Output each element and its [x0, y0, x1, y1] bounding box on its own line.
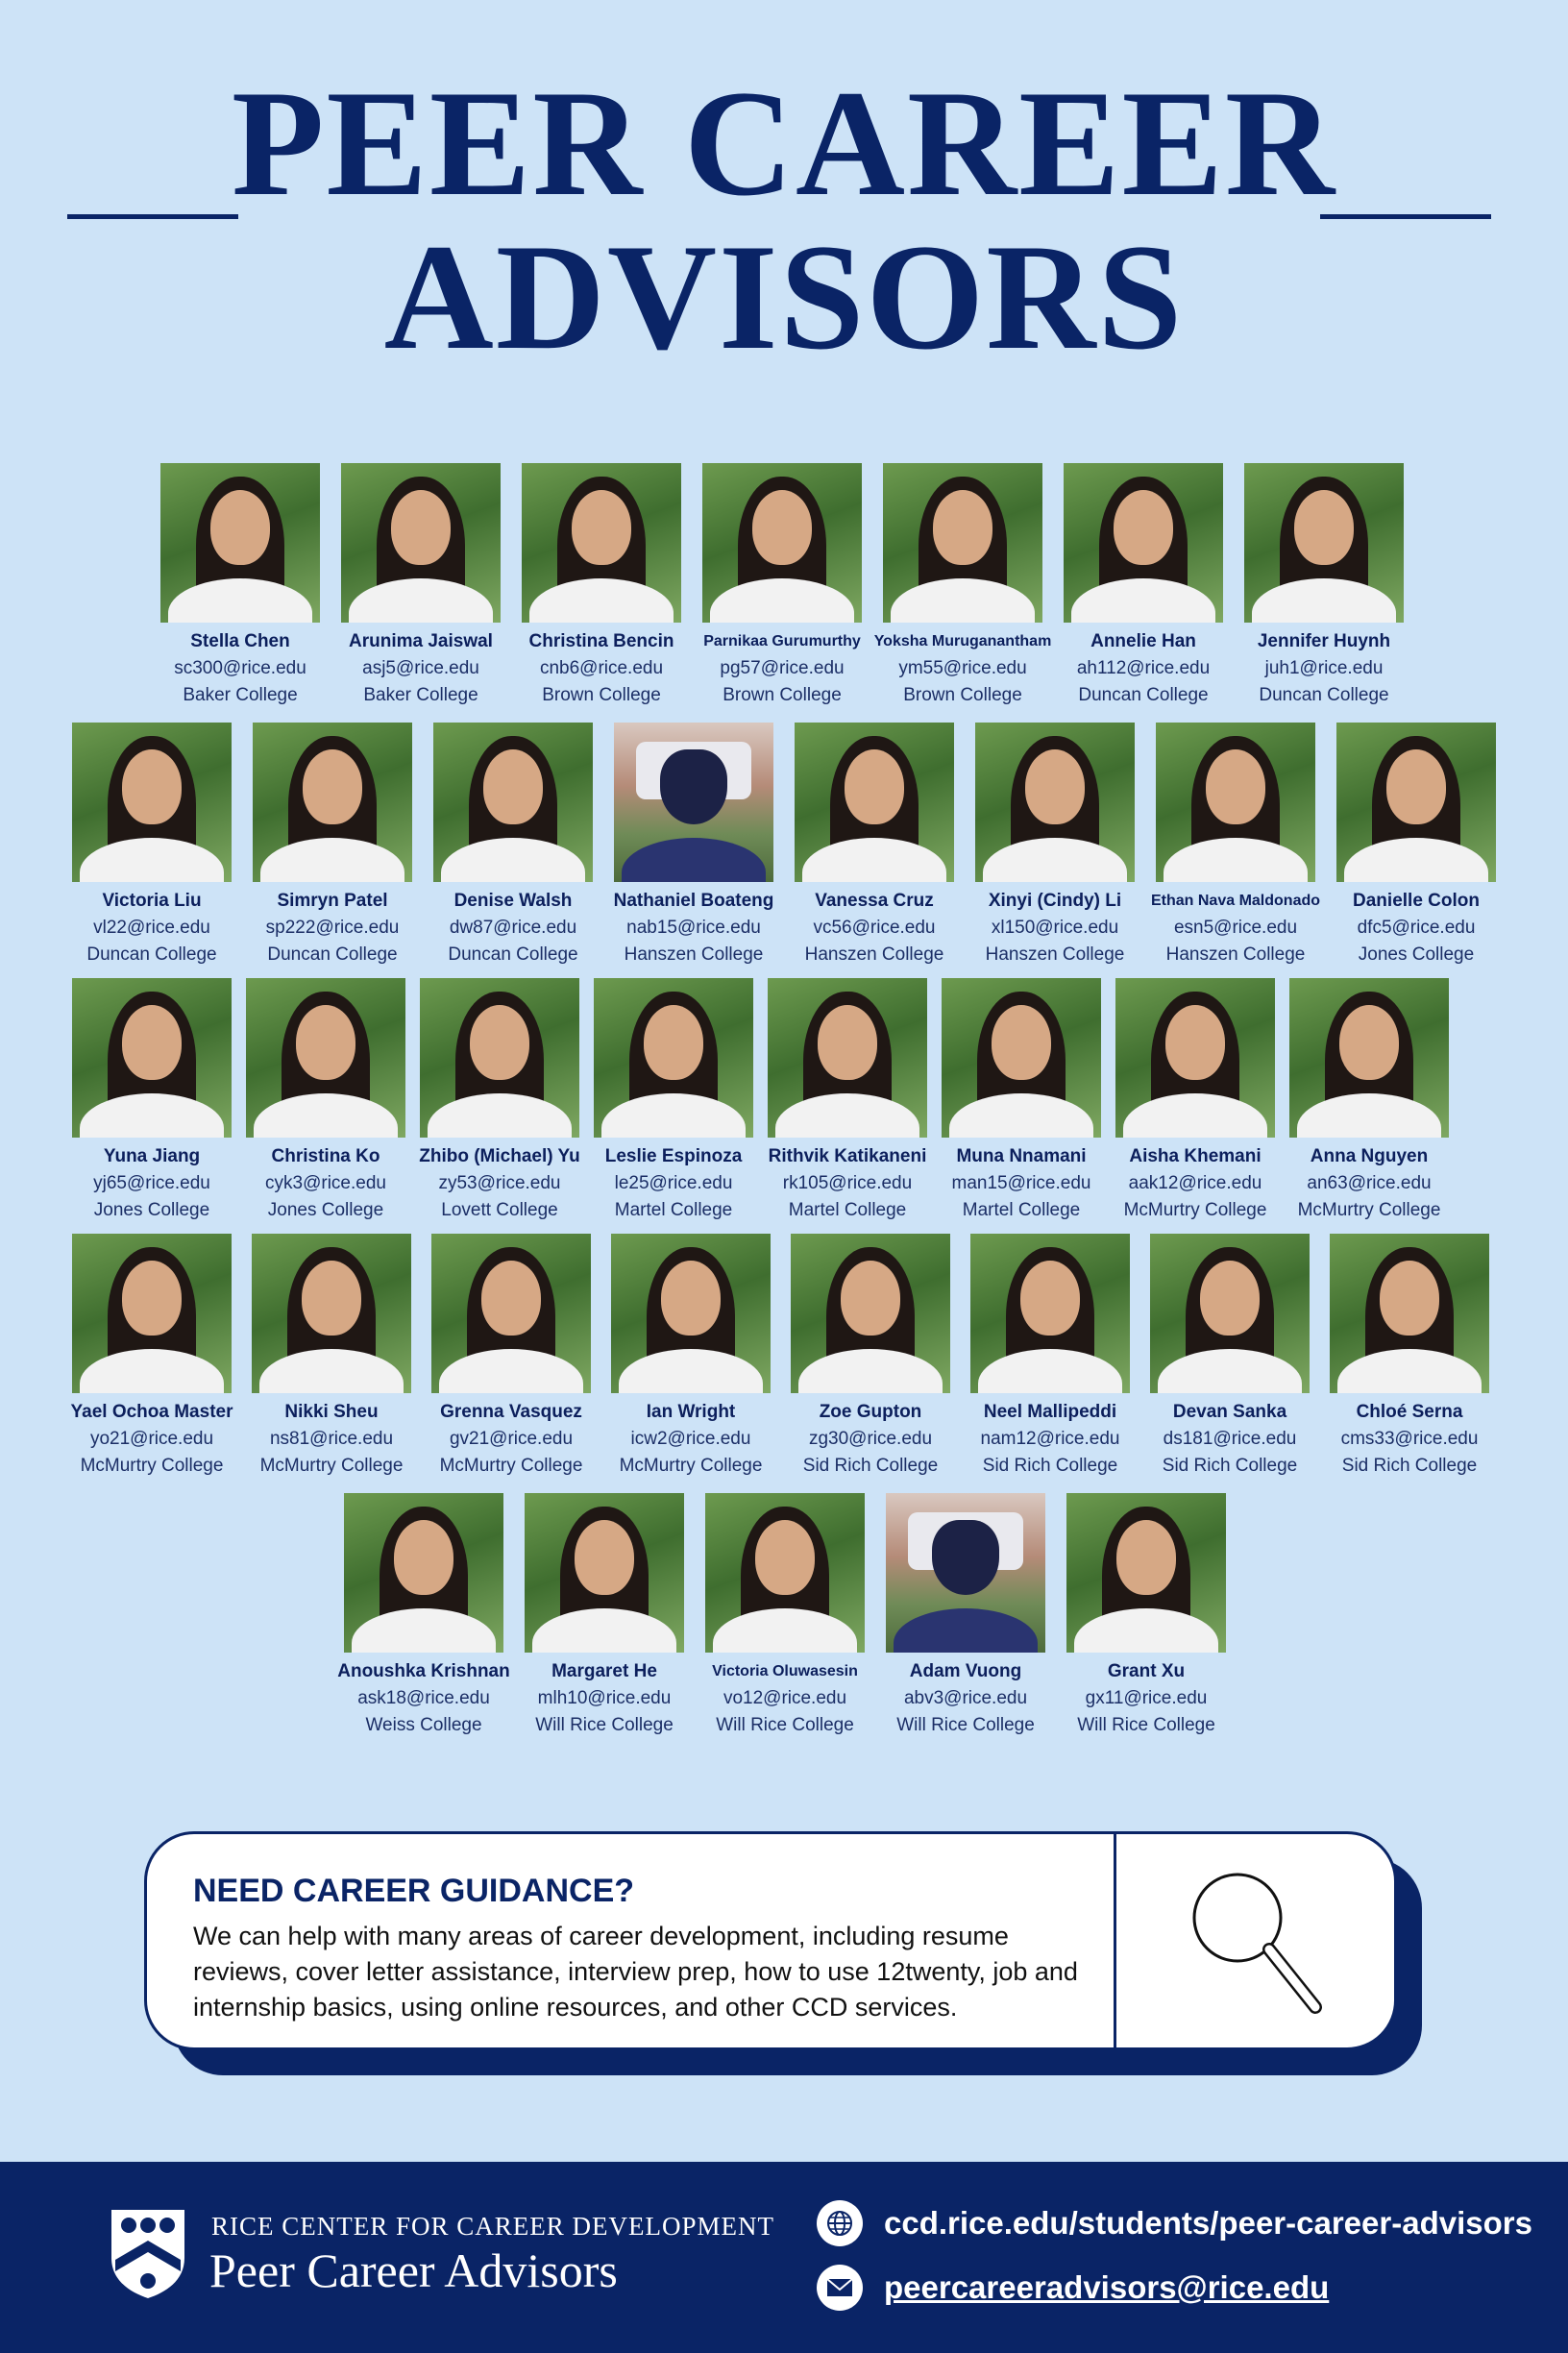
advisor-email[interactable]: vl22@rice.edu — [93, 918, 210, 938]
advisor-email[interactable]: yo21@rice.edu — [89, 1429, 214, 1449]
advisor-college: Duncan College — [448, 944, 578, 965]
advisor-email[interactable]: gv21@rice.edu — [449, 1429, 574, 1449]
advisor-name: Yael Ochoa Master — [70, 1402, 233, 1422]
advisor-email[interactable]: xl150@rice.edu — [991, 918, 1119, 938]
advisor-name: Stella Chen — [190, 631, 290, 651]
advisor-name: Ian Wright — [646, 1402, 736, 1422]
callout-body: We can help with many areas of career development, including resume reviews, cover letter assistance, interview prep, how to use 12twenty, job and internship basics, using online resources, and other CCD services. — [193, 1922, 1078, 2022]
advisor-email[interactable]: pg57@rice.edu — [720, 658, 845, 678]
advisor-row — [0, 723, 1568, 982]
advisor-photo — [614, 723, 773, 882]
advisor-photo — [1330, 1234, 1489, 1393]
advisor-photo — [1150, 1234, 1310, 1393]
advisor-college: Hanszen College — [804, 944, 944, 965]
advisor-college: McMurtry College — [619, 1456, 763, 1476]
advisor-name: Annelie Han — [1090, 631, 1196, 651]
advisor-email[interactable]: dfc5@rice.edu — [1357, 918, 1476, 938]
advisor-name: Victoria Oluwasesin — [712, 1663, 858, 1679]
advisor-card — [1056, 1493, 1237, 1739]
advisor-card — [600, 1234, 781, 1480]
advisor-college: Sid Rich College — [802, 1456, 939, 1476]
advisor-photo — [791, 1234, 950, 1393]
advisor-card — [695, 1493, 875, 1739]
advisor-college: Duncan College — [1259, 685, 1389, 705]
advisor-card — [61, 1234, 242, 1480]
callout-heading: NEED CAREER GUIDANCE? — [193, 1873, 635, 1909]
advisor-photo — [886, 1493, 1045, 1653]
advisor-card — [875, 1493, 1056, 1739]
advisor-name: Denise Walsh — [453, 891, 573, 911]
advisor-name: Rithvik Katikaneni — [768, 1146, 927, 1166]
footer — [0, 2162, 1568, 2353]
advisor-photo — [1064, 463, 1223, 623]
advisor-photo — [795, 723, 954, 882]
advisor-card — [960, 1234, 1140, 1480]
advisor-name: Parnikaa Gurumurthy — [703, 633, 861, 650]
advisor-name: Muna Nnamani — [956, 1146, 1087, 1166]
advisor-card — [150, 463, 331, 709]
advisor-college: McMurtry College — [259, 1456, 404, 1476]
advisor-card — [235, 978, 416, 1224]
advisor-photo — [252, 1234, 411, 1393]
advisor-name: Leslie Espinoza — [604, 1146, 743, 1166]
advisor-photo — [768, 978, 927, 1138]
advisor-email[interactable]: gx11@rice.edu — [1085, 1688, 1208, 1708]
advisor-email[interactable]: yj65@rice.edu — [93, 1173, 210, 1193]
page-title-line-2: ADVISORS — [383, 213, 1185, 381]
advisor-email[interactable]: rk105@rice.edu — [782, 1173, 913, 1193]
advisor-email[interactable]: man15@rice.edu — [951, 1173, 1091, 1193]
advisor-card — [1145, 723, 1326, 968]
advisor-card — [421, 1234, 601, 1480]
advisor-college: Jones College — [1358, 944, 1475, 965]
advisor-college: Brown College — [542, 685, 661, 705]
advisor-name: Grant Xu — [1107, 1661, 1186, 1681]
advisor-email[interactable]: cyk3@rice.edu — [265, 1173, 386, 1193]
advisor-photo — [253, 723, 412, 882]
advisor-email[interactable]: ns81@rice.edu — [269, 1429, 394, 1449]
advisor-card — [780, 1234, 961, 1480]
advisor-card — [692, 463, 872, 709]
advisor-photo — [942, 978, 1101, 1138]
advisor-card — [1053, 463, 1234, 709]
advisor-name: Vanessa Cruz — [815, 891, 934, 911]
advisor-email[interactable]: cnb6@rice.edu — [539, 658, 664, 678]
advisor-college: Sid Rich College — [1162, 1456, 1298, 1476]
advisor-email[interactable]: le25@rice.edu — [614, 1173, 733, 1193]
advisor-photo — [522, 463, 681, 623]
advisor-college: Weiss College — [365, 1715, 482, 1735]
advisor-email[interactable]: vc56@rice.edu — [813, 918, 936, 938]
advisor-card — [784, 723, 965, 968]
advisor-name: Danielle Colon — [1353, 891, 1480, 911]
email-link[interactable] — [817, 2265, 1329, 2311]
advisor-email[interactable]: sc300@rice.edu — [174, 658, 306, 678]
advisor-name: Yoksha Muruganantham — [873, 633, 1052, 650]
advisor-card — [931, 978, 1112, 1224]
advisor-college: Hanszen College — [985, 944, 1125, 965]
advisor-card — [241, 1234, 422, 1480]
advisor-college: Duncan College — [1078, 685, 1209, 705]
advisor-card — [965, 723, 1145, 968]
advisor-name: Adam Vuong — [909, 1661, 1022, 1681]
advisor-card — [511, 463, 692, 709]
advisor-college: Will Rice College — [1077, 1715, 1215, 1735]
advisor-card — [757, 978, 938, 1224]
advisor-name: Anna Nguyen — [1310, 1146, 1429, 1166]
advisor-college: Sid Rich College — [982, 1456, 1118, 1476]
advisor-college: McMurtry College — [439, 1456, 583, 1476]
advisor-college: McMurtry College — [80, 1456, 224, 1476]
advisor-email[interactable]: ask18@rice.edu — [357, 1688, 490, 1708]
advisor-card — [514, 1493, 695, 1739]
advisor-college: Martel College — [788, 1200, 907, 1220]
advisor-card — [333, 1493, 514, 1739]
advisor-college: Martel College — [962, 1200, 1081, 1220]
advisor-card — [409, 978, 590, 1224]
advisor-email[interactable]: abv3@rice.edu — [903, 1688, 1028, 1708]
advisor-college: Sid Rich College — [1341, 1456, 1478, 1476]
advisor-college: Will Rice College — [896, 1715, 1035, 1735]
advisor-name: Devan Sanka — [1172, 1402, 1287, 1422]
advisor-name: Margaret He — [551, 1661, 657, 1681]
career-guidance-callout — [144, 1831, 1397, 2050]
advisor-card — [1234, 463, 1414, 709]
advisor-photo — [160, 463, 320, 623]
footer-title: Peer Career Advisors — [209, 2243, 618, 2297]
advisor-photo — [1244, 463, 1404, 623]
advisor-row — [0, 978, 1568, 1238]
callout-divider — [1114, 1834, 1116, 2047]
advisor-email[interactable]: zg30@rice.edu — [808, 1429, 933, 1449]
page-title — [0, 60, 1568, 381]
advisor-photo — [1156, 723, 1315, 882]
advisor-photo — [702, 463, 862, 623]
advisor-name: Arunima Jaiswal — [349, 631, 493, 651]
advisor-email[interactable]: dw87@rice.edu — [449, 918, 577, 938]
advisor-email[interactable]: ah112@rice.edu — [1076, 658, 1211, 678]
advisor-photo — [970, 1234, 1130, 1393]
advisor-name: Nathaniel Boateng — [613, 891, 774, 911]
advisor-college: Martel College — [614, 1200, 733, 1220]
advisor-name: Zhibo (Michael) Yu — [419, 1146, 580, 1166]
advisor-name: Xinyi (Cindy) Li — [988, 891, 1122, 911]
advisor-email[interactable]: zy53@rice.edu — [438, 1173, 561, 1193]
advisor-college: Will Rice College — [716, 1715, 854, 1735]
advisor-photo — [246, 978, 405, 1138]
advisor-photo — [611, 1234, 771, 1393]
email-address[interactable]: peercareeradvisors@rice.edu — [884, 2269, 1330, 2305]
advisor-card — [1326, 723, 1507, 968]
advisor-photo — [594, 978, 753, 1138]
advisor-photo — [433, 723, 593, 882]
footer-org-name: RICE CENTER FOR CAREER DEVELOPMENT — [211, 2212, 775, 2241]
globe-icon — [817, 2200, 863, 2246]
website-link[interactable] — [817, 2200, 1532, 2246]
website-url[interactable]: ccd.rice.edu/students/peer-career-advisors — [884, 2205, 1532, 2241]
advisor-photo — [72, 978, 232, 1138]
advisor-college: McMurtry College — [1297, 1200, 1441, 1220]
advisor-row — [0, 1493, 1568, 1752]
advisor-card — [603, 723, 784, 968]
advisor-photo — [525, 1493, 684, 1653]
advisor-college: Brown College — [903, 685, 1022, 705]
advisor-photo — [72, 723, 232, 882]
advisor-email[interactable]: juh1@rice.edu — [1264, 658, 1384, 678]
advisor-name: Neel Mallipeddi — [983, 1402, 1117, 1422]
advisor-email[interactable]: vo12@rice.edu — [723, 1688, 847, 1708]
advisor-email[interactable]: ym55@rice.edu — [898, 658, 1027, 678]
advisor-card — [61, 723, 242, 968]
advisor-photo — [1115, 978, 1275, 1138]
advisor-name: Yuna Jiang — [103, 1146, 201, 1166]
advisor-college: Brown College — [723, 685, 842, 705]
rice-owl-shield-icon — [108, 2204, 188, 2300]
advisor-college: Hanszen College — [624, 944, 764, 965]
advisor-name: Ethan Nava Maldonado — [1150, 893, 1321, 909]
advisor-name: Zoe Gupton — [819, 1402, 922, 1422]
advisor-college: Duncan College — [267, 944, 398, 965]
advisor-photo — [1289, 978, 1449, 1138]
advisor-college: Baker College — [363, 685, 478, 705]
advisor-photo — [420, 978, 579, 1138]
advisor-photo — [431, 1234, 591, 1393]
advisor-card — [1139, 1234, 1320, 1480]
advisor-college: Will Rice College — [535, 1715, 674, 1735]
advisor-photo — [344, 1493, 503, 1653]
advisor-card — [872, 463, 1053, 709]
advisor-card — [423, 723, 603, 968]
advisor-name: Nikki Sheu — [284, 1402, 379, 1422]
magnifier-icon — [1185, 1865, 1329, 2019]
advisor-email[interactable]: icw2@rice.edu — [630, 1429, 751, 1449]
advisor-name: Jennifer Huynh — [1257, 631, 1391, 651]
advisor-card — [1319, 1234, 1500, 1480]
advisor-photo — [1066, 1493, 1226, 1653]
advisor-name: Aisha Khemani — [1129, 1146, 1262, 1166]
advisor-row — [0, 463, 1568, 723]
advisor-email[interactable]: esn5@rice.edu — [1173, 918, 1298, 938]
advisor-card — [1279, 978, 1459, 1224]
advisor-email[interactable]: nam12@rice.edu — [980, 1429, 1120, 1449]
advisor-card — [242, 723, 423, 968]
advisor-college: Lovett College — [441, 1200, 558, 1220]
advisor-email[interactable]: cms33@rice.edu — [1340, 1429, 1479, 1449]
advisor-email[interactable]: an63@rice.edu — [1307, 1173, 1432, 1193]
advisor-name: Victoria Liu — [102, 891, 202, 911]
advisor-card — [1105, 978, 1286, 1224]
advisor-photo — [705, 1493, 865, 1653]
advisor-name: Simryn Patel — [277, 891, 388, 911]
page-title-line-1: PEER CAREER — [231, 60, 1337, 228]
advisor-photo — [883, 463, 1042, 623]
advisor-college: Duncan College — [86, 944, 217, 965]
advisor-card — [331, 463, 511, 709]
envelope-icon — [817, 2265, 863, 2311]
advisor-email[interactable]: nab15@rice.edu — [626, 918, 761, 938]
advisor-college: McMurtry College — [1123, 1200, 1267, 1220]
advisor-email[interactable]: aak12@rice.edu — [1128, 1173, 1262, 1193]
advisor-college: Jones College — [93, 1200, 210, 1220]
advisor-row — [0, 1234, 1568, 1493]
advisor-email[interactable]: mlh10@rice.edu — [537, 1688, 672, 1708]
advisor-photo — [975, 723, 1135, 882]
advisor-name: Anoushka Krishnan — [337, 1661, 510, 1681]
advisor-photo — [1336, 723, 1496, 882]
advisor-card — [583, 978, 764, 1224]
advisor-card — [61, 978, 242, 1224]
advisor-email[interactable]: asj5@rice.edu — [362, 658, 479, 678]
advisor-college: Hanszen College — [1165, 944, 1306, 965]
advisor-name: Grenna Vasquez — [440, 1402, 582, 1422]
advisor-college: Jones College — [267, 1200, 384, 1220]
advisor-photo — [341, 463, 501, 623]
advisor-name: Christina Ko — [271, 1146, 380, 1166]
advisor-email[interactable]: sp222@rice.edu — [265, 918, 400, 938]
advisor-college: Baker College — [183, 685, 298, 705]
advisor-photo — [72, 1234, 232, 1393]
advisor-name: Christina Bencin — [528, 631, 674, 651]
advisor-name: Chloé Serna — [1356, 1402, 1463, 1422]
advisor-email[interactable]: ds181@rice.edu — [1163, 1429, 1297, 1449]
